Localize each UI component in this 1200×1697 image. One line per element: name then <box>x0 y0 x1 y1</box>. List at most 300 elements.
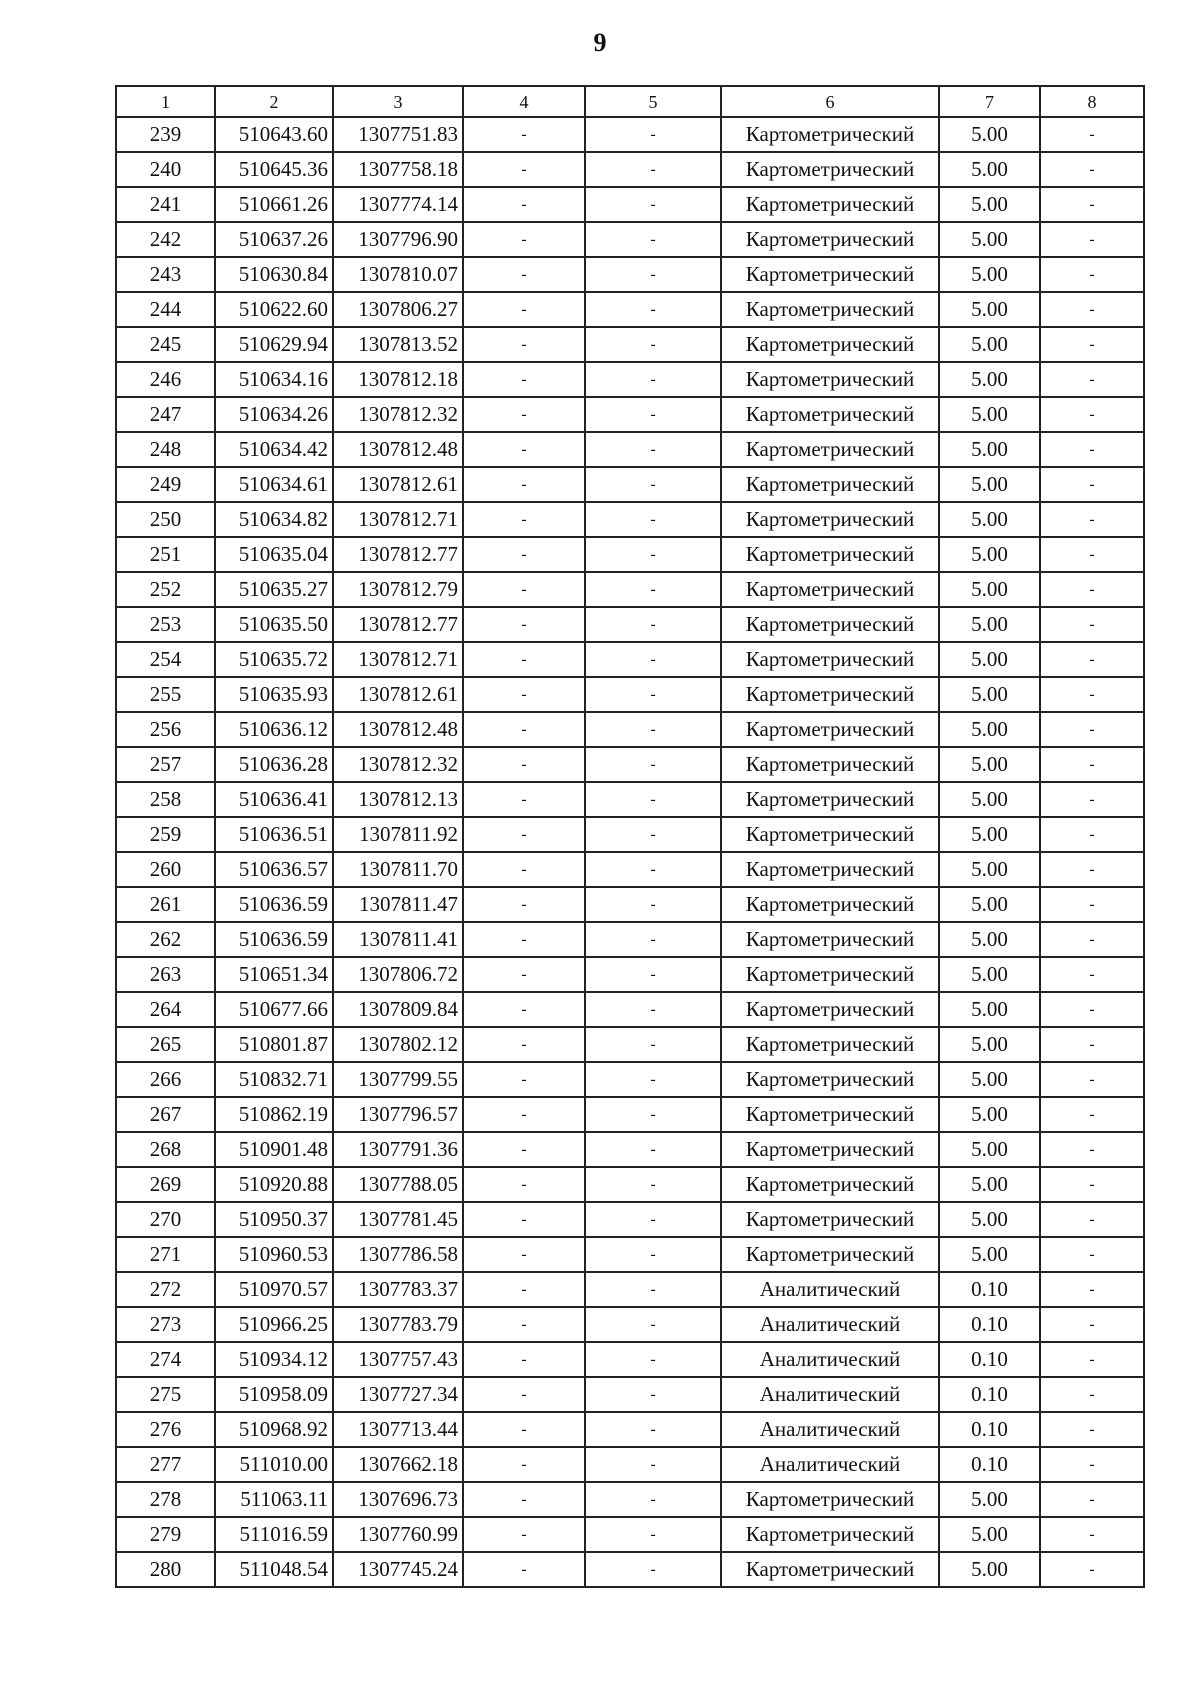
table-row <box>116 397 1144 432</box>
table-cell: - <box>585 1517 721 1552</box>
table-cell: 273 <box>116 1307 215 1342</box>
table-row <box>116 1027 1144 1062</box>
table-cell: 1307758.18 <box>333 152 463 187</box>
table-cell: 261 <box>116 887 215 922</box>
table-cell: 251 <box>116 537 215 572</box>
table-cell: Картометрический <box>721 397 939 432</box>
table-cell: 1307812.48 <box>333 712 463 747</box>
table-cell: - <box>1040 1097 1144 1132</box>
header-row <box>116 86 1144 117</box>
table-cell: - <box>463 817 585 852</box>
table-cell: 510634.61 <box>215 467 333 502</box>
table-cell: 510630.84 <box>215 257 333 292</box>
table-cell: 268 <box>116 1132 215 1167</box>
table-cell: - <box>463 1202 585 1237</box>
table-cell: 510801.87 <box>215 1027 333 1062</box>
table-cell: 279 <box>116 1517 215 1552</box>
table-cell: - <box>585 292 721 327</box>
table-cell: - <box>585 992 721 1027</box>
table-row <box>116 1307 1144 1342</box>
table-cell: 510635.72 <box>215 642 333 677</box>
table-cell: - <box>585 1342 721 1377</box>
table-cell: 0.10 <box>939 1272 1040 1307</box>
table-cell: 5.00 <box>939 1097 1040 1132</box>
table-row <box>116 1167 1144 1202</box>
table-cell: 263 <box>116 957 215 992</box>
table-cell: Картометрический <box>721 432 939 467</box>
table-row <box>116 467 1144 502</box>
table-cell: - <box>585 257 721 292</box>
table-cell: - <box>585 712 721 747</box>
table-cell: - <box>1040 187 1144 222</box>
table-cell: - <box>463 1027 585 1062</box>
table-cell: 5.00 <box>939 1202 1040 1237</box>
table-cell: 1307810.07 <box>333 257 463 292</box>
table-cell: Аналитический <box>721 1412 939 1447</box>
table-cell: - <box>463 1517 585 1552</box>
table-cell: Картометрический <box>721 642 939 677</box>
table-cell: 1307783.37 <box>333 1272 463 1307</box>
table-cell: - <box>463 467 585 502</box>
table-cell: Картометрический <box>721 1482 939 1517</box>
table-cell: Аналитический <box>721 1447 939 1482</box>
table-cell: - <box>1040 1237 1144 1272</box>
table-cell: 259 <box>116 817 215 852</box>
table-row <box>116 1447 1144 1482</box>
table-cell: 510960.53 <box>215 1237 333 1272</box>
table-cell: 510934.12 <box>215 1342 333 1377</box>
table-cell: - <box>1040 747 1144 782</box>
table-row <box>116 782 1144 817</box>
table-cell: - <box>1040 327 1144 362</box>
table-cell: - <box>585 817 721 852</box>
table-cell: 1307796.57 <box>333 1097 463 1132</box>
table-cell: - <box>1040 257 1144 292</box>
table-cell: 1307812.13 <box>333 782 463 817</box>
table-cell: 1307813.52 <box>333 327 463 362</box>
table-cell: - <box>1040 1552 1144 1587</box>
table-cell: - <box>463 187 585 222</box>
table-cell: 1307783.79 <box>333 1307 463 1342</box>
table-cell: 511010.00 <box>215 1447 333 1482</box>
table-cell: - <box>585 1552 721 1587</box>
table-row <box>116 817 1144 852</box>
table-row <box>116 887 1144 922</box>
table-cell: 274 <box>116 1342 215 1377</box>
table-cell: 5.00 <box>939 1552 1040 1587</box>
table-cell: 511063.11 <box>215 1482 333 1517</box>
table-row <box>116 1202 1144 1237</box>
table-cell: Картометрический <box>721 992 939 1027</box>
table-cell: 265 <box>116 1027 215 1062</box>
table-cell: 5.00 <box>939 852 1040 887</box>
table-cell: 1307662.18 <box>333 1447 463 1482</box>
table-row <box>116 852 1144 887</box>
table-cell: 510636.51 <box>215 817 333 852</box>
table-cell: - <box>463 152 585 187</box>
table-cell: - <box>463 1062 585 1097</box>
table-cell: 1307757.43 <box>333 1342 463 1377</box>
table-cell: 510636.59 <box>215 887 333 922</box>
table-cell: - <box>585 467 721 502</box>
table-row <box>116 152 1144 187</box>
table-cell: 510636.57 <box>215 852 333 887</box>
table-cell: - <box>463 1307 585 1342</box>
table-cell: Картометрический <box>721 537 939 572</box>
table-cell: 5.00 <box>939 1167 1040 1202</box>
table-cell: 5.00 <box>939 187 1040 222</box>
table-cell: 510636.28 <box>215 747 333 782</box>
table-cell: - <box>585 1132 721 1167</box>
table-cell: 510622.60 <box>215 292 333 327</box>
table-cell: 510634.26 <box>215 397 333 432</box>
table-cell: - <box>585 1412 721 1447</box>
table-cell: 1307727.34 <box>333 1377 463 1412</box>
table-cell: 246 <box>116 362 215 397</box>
table-cell: 511048.54 <box>215 1552 333 1587</box>
table-cell: Картометрический <box>721 502 939 537</box>
table-cell: 1307809.84 <box>333 992 463 1027</box>
table-cell: 0.10 <box>939 1412 1040 1447</box>
table-cell: 272 <box>116 1272 215 1307</box>
table-cell: 1307745.24 <box>333 1552 463 1587</box>
table-cell: 5.00 <box>939 117 1040 152</box>
table-cell: Картометрический <box>721 1097 939 1132</box>
table-cell: - <box>463 292 585 327</box>
table-cell: 1307812.61 <box>333 467 463 502</box>
table-cell: 1307751.83 <box>333 117 463 152</box>
table-cell: Картометрический <box>721 222 939 257</box>
table-cell: - <box>1040 1167 1144 1202</box>
table-cell: 1307796.90 <box>333 222 463 257</box>
coordinates-table <box>115 85 1145 1588</box>
table-row <box>116 362 1144 397</box>
table-cell: 5.00 <box>939 327 1040 362</box>
table-cell: 253 <box>116 607 215 642</box>
table-cell: 510920.88 <box>215 1167 333 1202</box>
table-cell: 250 <box>116 502 215 537</box>
table-cell: Картометрический <box>721 117 939 152</box>
table-cell: 5.00 <box>939 292 1040 327</box>
table-row <box>116 187 1144 222</box>
table-cell: Картометрический <box>721 747 939 782</box>
table-cell: Картометрический <box>721 922 939 957</box>
table-row <box>116 117 1144 152</box>
table-cell: - <box>1040 467 1144 502</box>
table-cell: 510901.48 <box>215 1132 333 1167</box>
table-cell: - <box>463 957 585 992</box>
table-cell: 1307812.71 <box>333 502 463 537</box>
table-cell: - <box>1040 852 1144 887</box>
table-cell: 258 <box>116 782 215 817</box>
table-cell: 1307812.32 <box>333 397 463 432</box>
table-cell: 1307774.14 <box>333 187 463 222</box>
table-cell: 5.00 <box>939 957 1040 992</box>
table-cell: Картометрический <box>721 1027 939 1062</box>
table-cell: - <box>585 1272 721 1307</box>
table-cell: - <box>585 1377 721 1412</box>
table-cell: 510635.93 <box>215 677 333 712</box>
table-cell: 5.00 <box>939 607 1040 642</box>
table-cell: - <box>1040 1202 1144 1237</box>
table-cell: - <box>585 502 721 537</box>
table-row <box>116 1132 1144 1167</box>
table-cell: - <box>463 922 585 957</box>
table-cell: - <box>463 1342 585 1377</box>
table-cell: 1307812.71 <box>333 642 463 677</box>
table-cell: - <box>463 1482 585 1517</box>
table-cell: Аналитический <box>721 1307 939 1342</box>
table-cell: 510635.50 <box>215 607 333 642</box>
table-cell: 270 <box>116 1202 215 1237</box>
table-cell: - <box>1040 1062 1144 1097</box>
table-cell: 248 <box>116 432 215 467</box>
table-cell: Картометрический <box>721 187 939 222</box>
table-cell: - <box>1040 537 1144 572</box>
table-cell: - <box>585 1062 721 1097</box>
table-cell: 1307812.77 <box>333 537 463 572</box>
table-cell: 510832.71 <box>215 1062 333 1097</box>
table-cell: 276 <box>116 1412 215 1447</box>
table-cell: 1307806.72 <box>333 957 463 992</box>
table-cell: 5.00 <box>939 537 1040 572</box>
table-cell: - <box>1040 432 1144 467</box>
table-cell: - <box>585 572 721 607</box>
table-row <box>116 642 1144 677</box>
table-cell: 280 <box>116 1552 215 1587</box>
table-cell: - <box>463 327 585 362</box>
table-cell: 249 <box>116 467 215 502</box>
table-cell: - <box>1040 1342 1144 1377</box>
table-cell: - <box>585 397 721 432</box>
table-cell: Картометрический <box>721 957 939 992</box>
table-cell: 510651.34 <box>215 957 333 992</box>
table-cell: - <box>1040 642 1144 677</box>
table-cell: 510966.25 <box>215 1307 333 1342</box>
table-body <box>116 117 1144 1587</box>
table-cell: - <box>1040 817 1144 852</box>
table-cell: - <box>463 887 585 922</box>
table-cell: - <box>463 432 585 467</box>
table-cell: Картометрический <box>721 292 939 327</box>
table-cell: 239 <box>116 117 215 152</box>
table-row <box>116 432 1144 467</box>
table-cell: 510636.12 <box>215 712 333 747</box>
table-cell: - <box>585 887 721 922</box>
table-cell: 5.00 <box>939 1027 1040 1062</box>
column-header: 2 <box>215 86 333 117</box>
table-cell: 1307812.77 <box>333 607 463 642</box>
table-cell: - <box>1040 922 1144 957</box>
table-cell: Картометрический <box>721 362 939 397</box>
table-cell: 1307812.61 <box>333 677 463 712</box>
table-cell: Картометрический <box>721 1552 939 1587</box>
table-cell: - <box>1040 117 1144 152</box>
table-cell: - <box>1040 362 1144 397</box>
table-cell: - <box>585 187 721 222</box>
table-cell: 264 <box>116 992 215 1027</box>
table-cell: - <box>585 747 721 782</box>
table-cell: Картометрический <box>721 1237 939 1272</box>
column-header: 7 <box>939 86 1040 117</box>
table-cell: 5.00 <box>939 572 1040 607</box>
table-cell: - <box>585 537 721 572</box>
table-cell: 260 <box>116 852 215 887</box>
table-cell: - <box>585 117 721 152</box>
table-row <box>116 572 1144 607</box>
table-cell: - <box>585 852 721 887</box>
table-cell: 5.00 <box>939 782 1040 817</box>
table-cell: - <box>1040 992 1144 1027</box>
table-cell: 1307806.27 <box>333 292 463 327</box>
table-cell: 5.00 <box>939 1517 1040 1552</box>
table-cell: 5.00 <box>939 1062 1040 1097</box>
column-header: 8 <box>1040 86 1144 117</box>
table-cell: 5.00 <box>939 397 1040 432</box>
table-cell: - <box>585 922 721 957</box>
table-cell: - <box>463 1272 585 1307</box>
table-cell: 1307788.05 <box>333 1167 463 1202</box>
table-row <box>116 1517 1144 1552</box>
table-cell: Картометрический <box>721 1062 939 1097</box>
table-cell: - <box>1040 572 1144 607</box>
table-cell: 510636.59 <box>215 922 333 957</box>
table-cell: - <box>585 677 721 712</box>
table-cell: - <box>463 782 585 817</box>
table-cell: 1307812.18 <box>333 362 463 397</box>
table-cell: 5.00 <box>939 257 1040 292</box>
table-cell: - <box>463 992 585 1027</box>
table-cell: - <box>463 1167 585 1202</box>
table-cell: - <box>1040 1447 1144 1482</box>
table-cell: 5.00 <box>939 1237 1040 1272</box>
table-row <box>116 327 1144 362</box>
table-cell: 5.00 <box>939 432 1040 467</box>
table-cell: - <box>585 152 721 187</box>
table-cell: 255 <box>116 677 215 712</box>
table-cell: 252 <box>116 572 215 607</box>
table-cell: - <box>463 1132 585 1167</box>
column-header: 4 <box>463 86 585 117</box>
table-cell: - <box>463 677 585 712</box>
table-cell: Картометрический <box>721 677 939 712</box>
table-cell: - <box>1040 957 1144 992</box>
table-cell: 267 <box>116 1097 215 1132</box>
table-row <box>116 292 1144 327</box>
table-cell: - <box>1040 1272 1144 1307</box>
table-row <box>116 1272 1144 1307</box>
table-cell: 5.00 <box>939 887 1040 922</box>
table-cell: 1307812.32 <box>333 747 463 782</box>
table-cell: 510677.66 <box>215 992 333 1027</box>
table-cell: - <box>463 1377 585 1412</box>
table-row <box>116 1552 1144 1587</box>
table-cell: - <box>585 1027 721 1062</box>
table-cell: 1307811.41 <box>333 922 463 957</box>
table-cell: 510635.27 <box>215 572 333 607</box>
table-cell: 510634.16 <box>215 362 333 397</box>
table-cell: 510968.92 <box>215 1412 333 1447</box>
table-cell: 5.00 <box>939 992 1040 1027</box>
table-cell: - <box>463 537 585 572</box>
table-cell: 1307786.58 <box>333 1237 463 1272</box>
table-cell: - <box>463 1237 585 1272</box>
table-cell: 510950.37 <box>215 1202 333 1237</box>
table-cell: 262 <box>116 922 215 957</box>
table-cell: 243 <box>116 257 215 292</box>
table-cell: 510645.36 <box>215 152 333 187</box>
table-cell: 1307760.99 <box>333 1517 463 1552</box>
table-cell: 0.10 <box>939 1377 1040 1412</box>
table-cell: - <box>463 397 585 432</box>
page-number: 9 <box>593 28 607 57</box>
table-cell: 511016.59 <box>215 1517 333 1552</box>
table-cell: 275 <box>116 1377 215 1412</box>
table-header <box>116 86 1144 117</box>
table-cell: - <box>1040 1307 1144 1342</box>
table-cell: - <box>1040 292 1144 327</box>
table-cell: Картометрический <box>721 1167 939 1202</box>
table-cell: - <box>1040 1377 1144 1412</box>
table-row <box>116 1062 1144 1097</box>
table-cell: 1307811.47 <box>333 887 463 922</box>
table-row <box>116 677 1144 712</box>
table-cell: Аналитический <box>721 1272 939 1307</box>
table-cell: Картометрический <box>721 257 939 292</box>
table-cell: - <box>1040 1132 1144 1167</box>
table-cell: 247 <box>116 397 215 432</box>
table-cell: 5.00 <box>939 747 1040 782</box>
table-cell: - <box>585 957 721 992</box>
table-cell: Аналитический <box>721 1342 939 1377</box>
table-cell: 1307812.48 <box>333 432 463 467</box>
table-cell: Картометрический <box>721 607 939 642</box>
column-header: 6 <box>721 86 939 117</box>
table-cell: 0.10 <box>939 1342 1040 1377</box>
table-cell: - <box>1040 887 1144 922</box>
table-cell: 1307812.79 <box>333 572 463 607</box>
table-cell: - <box>463 117 585 152</box>
table-cell: 510634.82 <box>215 502 333 537</box>
table-cell: - <box>585 782 721 817</box>
table-cell: 510862.19 <box>215 1097 333 1132</box>
table-cell: - <box>585 1167 721 1202</box>
table-cell: - <box>463 747 585 782</box>
column-header: 3 <box>333 86 463 117</box>
table-cell: - <box>585 1237 721 1272</box>
table-cell: - <box>463 257 585 292</box>
table-cell: 244 <box>116 292 215 327</box>
table-cell: - <box>1040 677 1144 712</box>
table-cell: - <box>463 607 585 642</box>
table-row <box>116 607 1144 642</box>
table-cell: 5.00 <box>939 502 1040 537</box>
table-row <box>116 747 1144 782</box>
table-cell: - <box>463 362 585 397</box>
table-cell: - <box>585 1307 721 1342</box>
table-cell: - <box>463 572 585 607</box>
table-row <box>116 1482 1144 1517</box>
table-cell: 5.00 <box>939 677 1040 712</box>
table-cell: 510970.57 <box>215 1272 333 1307</box>
table-cell: Картометрический <box>721 1202 939 1237</box>
table-cell: 1307791.36 <box>333 1132 463 1167</box>
table-cell: - <box>1040 1482 1144 1517</box>
table-cell: 510643.60 <box>215 117 333 152</box>
table-cell: - <box>1040 607 1144 642</box>
table-cell: Картометрический <box>721 1517 939 1552</box>
table-cell: 510636.41 <box>215 782 333 817</box>
